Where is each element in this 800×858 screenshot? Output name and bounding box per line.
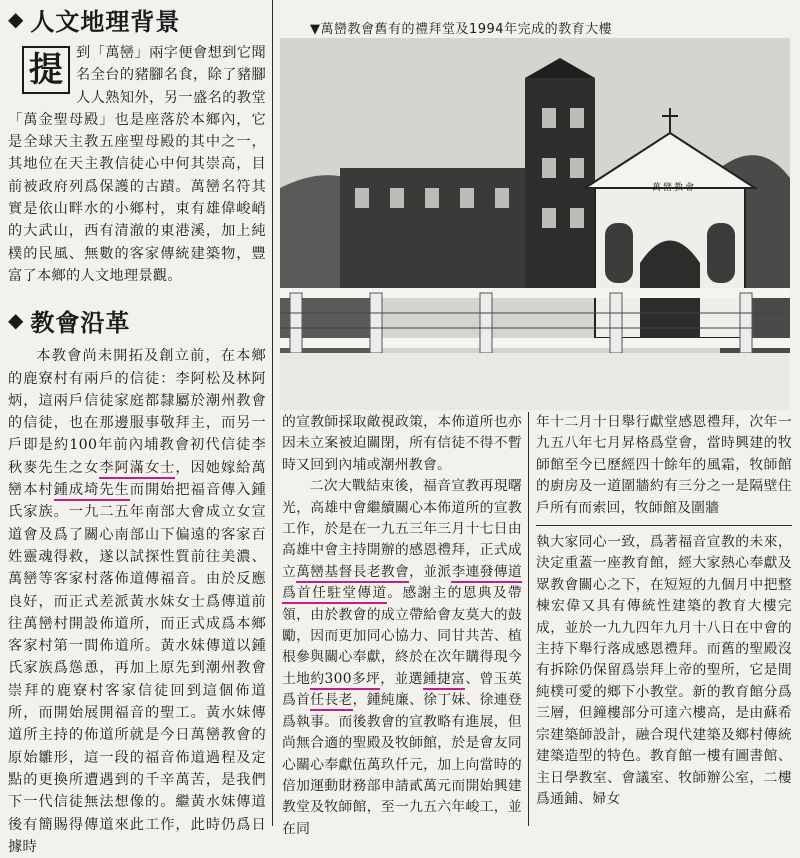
section-heading-geography	[8, 0, 266, 38]
col2-text: ，並選	[380, 670, 423, 687]
col2-paragraph-2	[282, 476, 522, 840]
col2-text: 二次大戰結束後，福音宣教再現曙光，高雄中會繼續關心本佈道所的宣教工作，於是在一九五三年三月十七日由高雄中會主持開辦的感恩禮拜，正式成立	[282, 478, 522, 580]
col2-text: 。感謝主的恩典及帶領，由於教會的成立帶給會友莫大的鼓勵，因而更加同心協力、同甘共苦、植根參與關心奉獻，終於在次年購得現今土地	[282, 585, 522, 687]
highlight-text: 萬巒基督長老教會	[296, 564, 409, 583]
col2-text: ，並派	[409, 563, 452, 580]
col2-text: 、曾玉英爲首	[282, 670, 522, 709]
col3-paragraph-1: 年十二月十日舉行獻堂感恩禮拜，次年一九五八年七月昇格爲堂會，當時興建的牧師館至今已歷經四十餘年的風霜，牧師館的廚房及一道圍牆約有三分之一是隔壁住戶所有而索回，牧師館及圍牆	[536, 414, 792, 516]
heading-text: 人文地理背景	[30, 7, 181, 36]
highlight-text: 李連發傳道爲首任駐堂傳道	[282, 564, 522, 604]
section-heading-history	[8, 301, 266, 339]
history-text-a: 本教會尚未開拓及創立前，在本鄉的鹿寮村有兩戶的信徒：李阿松及林阿炳，這兩戶信徒家庭都隸屬於潮州教會的信徒，也在那邊服事敬拜主，而另一戶即是約100年前內埔教會初代信徒李秋	[8, 348, 266, 476]
dropcap: 提	[22, 46, 70, 94]
highlight-name: 李阿滿女士	[99, 460, 175, 479]
col3-paragraph-2: 執大家同心一致，爲著福音宣教的未來，決定重蓋一座教育館，經大家熱心奉獻及眾教會關心之下，在短短的九個月中把整棟宏偉又具有傳統性建築的教育大樓完成，並於一九九四年九月十八日在中會的主持下舉行落成感恩禮拜。而舊的聖殿沒有拆除仍保留爲崇拜上帝的聖所，它是間純樸可愛的鄉下小教堂。新的教育館分爲三層，但鐘樓部分可達六樓高，是由蘇希宗建築師設計，融合現代建築及鄉村傳統建築造型的特色。教育館一樓有圖書館、主日學教室、會議室、牧師辦公室，二樓爲通鋪、婦女	[536, 534, 792, 807]
history-text-b: 麥先生之女	[23, 459, 100, 476]
geography-paragraph	[8, 42, 266, 287]
highlight-text: 約300多坪	[310, 671, 380, 690]
history-text-c: ，因她嫁給萬巒本村	[8, 459, 266, 499]
church-sign: 萬巒教會	[652, 183, 697, 193]
geography-text: 到「萬巒」兩字便會想到它聞名全台的豬腳名食，除了豬腳人人熟知外，另一盛名的教堂「萬金聖母殿」也是座落於本鄉內，它是全球天主教五座聖母殿的其中之一，其地位在天主教信徒心中何其崇高，目前被政府列爲保護的古蹟。萬巒名符其實是依山畔水的小鄉村，東有雄偉峻峭的大武山，西有清澈的東港溪，加上純樸的民風、無數的客家傳統建築物，豐富了本鄉的人文地理景觀。	[8, 45, 266, 284]
left-column	[8, 0, 266, 858]
photo-caption: ▼萬巒教會舊有的禮拜堂及1994年完成的教育大樓	[310, 22, 613, 37]
diamond-bullet-icon: ◆	[8, 7, 25, 31]
church-photo	[280, 38, 790, 410]
highlight-name: 鍾成埼先生	[54, 482, 130, 501]
paragraph-divider	[536, 525, 792, 526]
heading-text: 教會沿革	[30, 308, 131, 337]
column-rule	[528, 412, 529, 826]
middle-column	[282, 412, 522, 840]
right-column	[536, 412, 792, 810]
col2-text: ，鍾純廉、徐丁妹、徐連登爲執事。而後教會的宣教略有進展，但尚無合適的聖殿及牧師館，於是會友同心關心奉獻伍萬玖仟元，加上向當時的倍加運動財務部申請貳萬元而開始興建教堂及牧師館，至一九五六年峻工，並在同	[282, 692, 522, 837]
highlight-text: 鍾捷富	[423, 671, 466, 690]
church-illustration	[280, 38, 790, 410]
highlight-text: 任長老	[310, 692, 352, 711]
history-paragraph	[8, 345, 266, 858]
history-text-d: 而開始把福音傳入鍾氏家族。一九二五年南部大會成立女宣道會及爲了關心南部山下偏遠的客家百姓靈魂得救，遂以試探性質前往美濃、萬巒等客家村落佈道傳福音。由於反應良好，而正式差派黃水妹女士爲傳道前往萬巒村開設佈道所，而正式成爲本鄉客家村第一間佈道所。黃水妹傳道以鍾氏家族爲慫恿，再加上原先到潮州教會崇拜的鹿寮村客家信徒回到這個佈道所，而開始展開福音的聖工。黃水妹傳道所主持的佈道所就是今日萬巒教會的原始雛形，這一段的福音佈道過程及定點的更換所遭遇到的千辛萬苦，是我們下一代信徒無法想像的。繼黃水妹傳道後有簡賜得傳道來此工作，此時仍爲日據時	[8, 482, 266, 855]
col2-paragraph-1: 的宣教師採取敵視政策，本佈道所也亦因未立案被迫關閉，所有信徒不得不暫時又回到內埔或潮州教會。	[282, 414, 522, 473]
column-rule	[272, 0, 273, 826]
diamond-bullet-icon: ◆	[8, 308, 25, 333]
